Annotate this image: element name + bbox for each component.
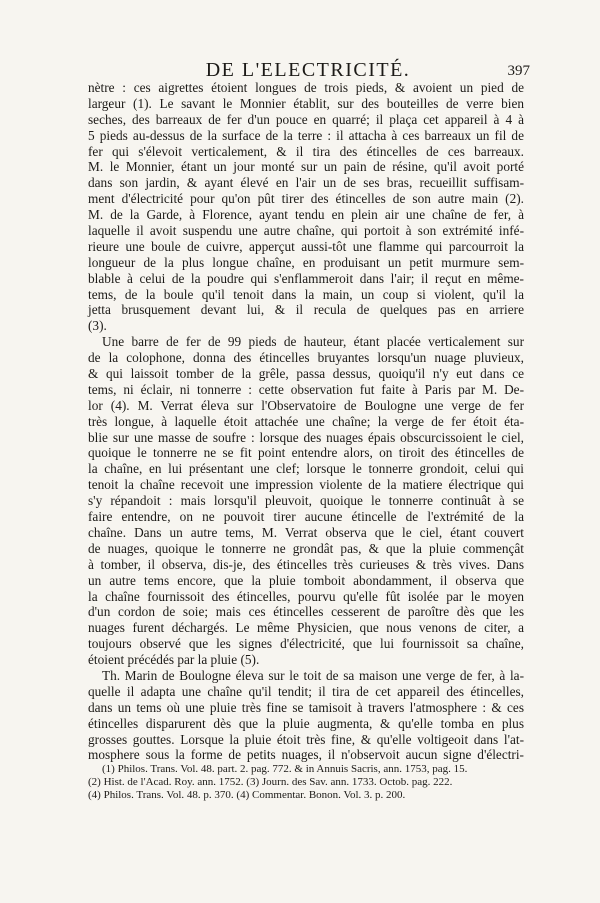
body-line: M. le Monnier, étant un jour monté sur un pain de résine, qu'il avoit porté bbox=[88, 159, 524, 175]
body-line: blie sur une masse de soufre : lorsque des nuages épais obscurcissoient le ciel, bbox=[88, 429, 524, 445]
body-line: dans un tems où une pluie très fine se tamisoit à travers l'atmosphere : & ces bbox=[88, 699, 524, 715]
body-line: M. de la Garde, à Florence, ayant tendu en plein air une chaîne de fer, à bbox=[88, 207, 524, 223]
body-line: tenoit la chaîne recevoit une impression violente de la matiere électrique qui bbox=[88, 477, 524, 493]
footnotes bbox=[88, 763, 528, 803]
body-line: mosphere sous la forme de petits nuages, il n'observoit aucun signe d'électri- bbox=[88, 747, 524, 763]
body-line: 5 pieds au-dessus de la surface de la terre : il attacha à ces barreaux un fil de bbox=[88, 127, 524, 143]
body-line: tems, ni éclair, ni tonnerre : cette observation fut faite à Paris par M. De- bbox=[88, 381, 524, 397]
body-line: Une barre de fer de 99 pieds de hauteur, étant placée verticalement sur bbox=[102, 334, 524, 350]
body-line: s'y répandoit : mais lorsqu'il pleuvoit, quoique le tonnerre continuât à se bbox=[88, 493, 524, 509]
body-line: quoique le tonnerre ne se fit point entendre alors, on tiroit des étincelles de bbox=[88, 445, 524, 461]
footnote-line: (4) Philos. Trans. Vol. 48. p. 370. (4) Commentar. Bonon. Vol. 3. p. 200. bbox=[88, 789, 406, 802]
body-line: lor (4). M. Verrat éleva sur l'Observatoire de Boulogne une verge de fer bbox=[88, 397, 524, 413]
body-line: blable à celui de la poudre qui s'enflammeroit dans l'air; il reçut en même- bbox=[88, 270, 524, 286]
body-line: seches, des barreaux de fer d'un pouce en quarré; il plaça cet appareil à 4 à bbox=[88, 111, 524, 127]
body-line: de nuages, quoique le tonnerre ne grondât pas, & que la pluie commençât bbox=[88, 540, 524, 556]
body-line: nuages furent déchargés. Le même Physicien, que nous venons de citer, a bbox=[88, 620, 524, 636]
page-header bbox=[88, 58, 528, 82]
body-line: ment d'électricité pour qu'on pût tirer des étincelles de son autre main (2). bbox=[88, 191, 524, 207]
body-line: toujours observé que les signes d'électricité, que lui fournissoit sa chaîne, bbox=[88, 636, 524, 652]
footnote-line: (1) Philos. Trans. Vol. 48. part. 2. pag. 772. & in Annuis Sacris, ann. 1753, pag. 15. bbox=[102, 763, 468, 775]
body-line: chaîne. Dans un autre tems, M. Verrat observa que le ciel, étant couvert bbox=[88, 524, 524, 540]
body-line: un autre tems encore, que la pluie tomboit abondamment, il observa que bbox=[88, 572, 524, 588]
body-line: & qui laissoit tomber de la grêle, passa dessus, quoiqu'il n'y eut dans ce bbox=[88, 366, 524, 382]
body-line: fer qui s'élevoit verticalement, & il tira des étincelles de ces barreaux. bbox=[88, 143, 524, 159]
body-line: jetta brusquement devant lui, & il recula de quelques pas en arriere bbox=[88, 302, 524, 318]
page-number: 397 bbox=[507, 63, 530, 79]
body-line: étincelles disparurent dès que la pluie augmenta, & qu'elle tomba en plus bbox=[88, 715, 524, 731]
body-line: la chaîne, en lui présentant une clef; lorsque le tonnerre grondoit, celui qui bbox=[88, 461, 524, 477]
body-line: rieure une boule de cuivre, apperçut aussi-tôt une flamme qui parcourroit la bbox=[88, 238, 524, 254]
running-title: DE L'ELECTRICITÉ. bbox=[205, 59, 411, 81]
body-line: faire entendre, on ne pouvoit tirer aucune étincelle de l'extrémité de la bbox=[88, 509, 524, 525]
body-line: dans son jardin, & ayant élevé en l'air un de ses bras, recueillit suffisam- bbox=[88, 175, 524, 191]
body-line: Th. Marin de Boulogne éleva sur le toit de sa maison une verge de fer, à la- bbox=[102, 667, 524, 683]
body-line: étoient précédés par la pluie (5). bbox=[88, 652, 260, 668]
body-line: laquelle il avoit suspendu une autre chaîne, qui portoit à son extrémité infé- bbox=[88, 223, 524, 239]
body-line: largeur (1). Le savant le Monnier établit, sur des bouteilles de verre bien bbox=[88, 95, 524, 111]
body-line: (3). bbox=[88, 318, 107, 334]
body-line: tems, de la boule qu'il tenoit dans la main, un coup si violent, qu'il la bbox=[88, 286, 524, 302]
body-line: d'un cordon de soie; mais ces étincelles cesserent de paroître dès que les bbox=[88, 604, 524, 620]
body-line: grosses gouttes. Lorsque la pluie étoit très fine, & qu'elle voltigeoit dans l'at- bbox=[88, 731, 524, 747]
body-line: à tomber, il observa, dis-je, des étincelles très curieuses & très vives. Dans bbox=[88, 556, 524, 572]
body-line: de la colophone, donna des étincelles bruyantes lorsqu'un nuage pluvieux, bbox=[88, 350, 524, 366]
body-line: nètre : ces aigrettes étoient longues de trois pieds, & avoient un pied de bbox=[88, 80, 524, 95]
footnote-line: (2) Hist. de l'Acad. Roy. ann. 1752. (3) Journ. des Sav. ann. 1733. Octob. pag. 222. bbox=[88, 776, 453, 789]
body-line: longueur de la plus longue chaîne, en produisant un petit murmure sem- bbox=[88, 254, 524, 270]
body-line: très longue, à laquelle étoit attachée une chaîne; la verge de fer étoit éta- bbox=[88, 413, 524, 429]
body-line: quelle il adapta une chaîne qu'il tendit; il tira de cet appareil des étincelles, bbox=[88, 683, 524, 699]
body-line: la chaîne fournissoit des étincelles, pourvu qu'elle fût isolée par le moyen bbox=[88, 588, 524, 604]
body-text bbox=[88, 80, 524, 763]
